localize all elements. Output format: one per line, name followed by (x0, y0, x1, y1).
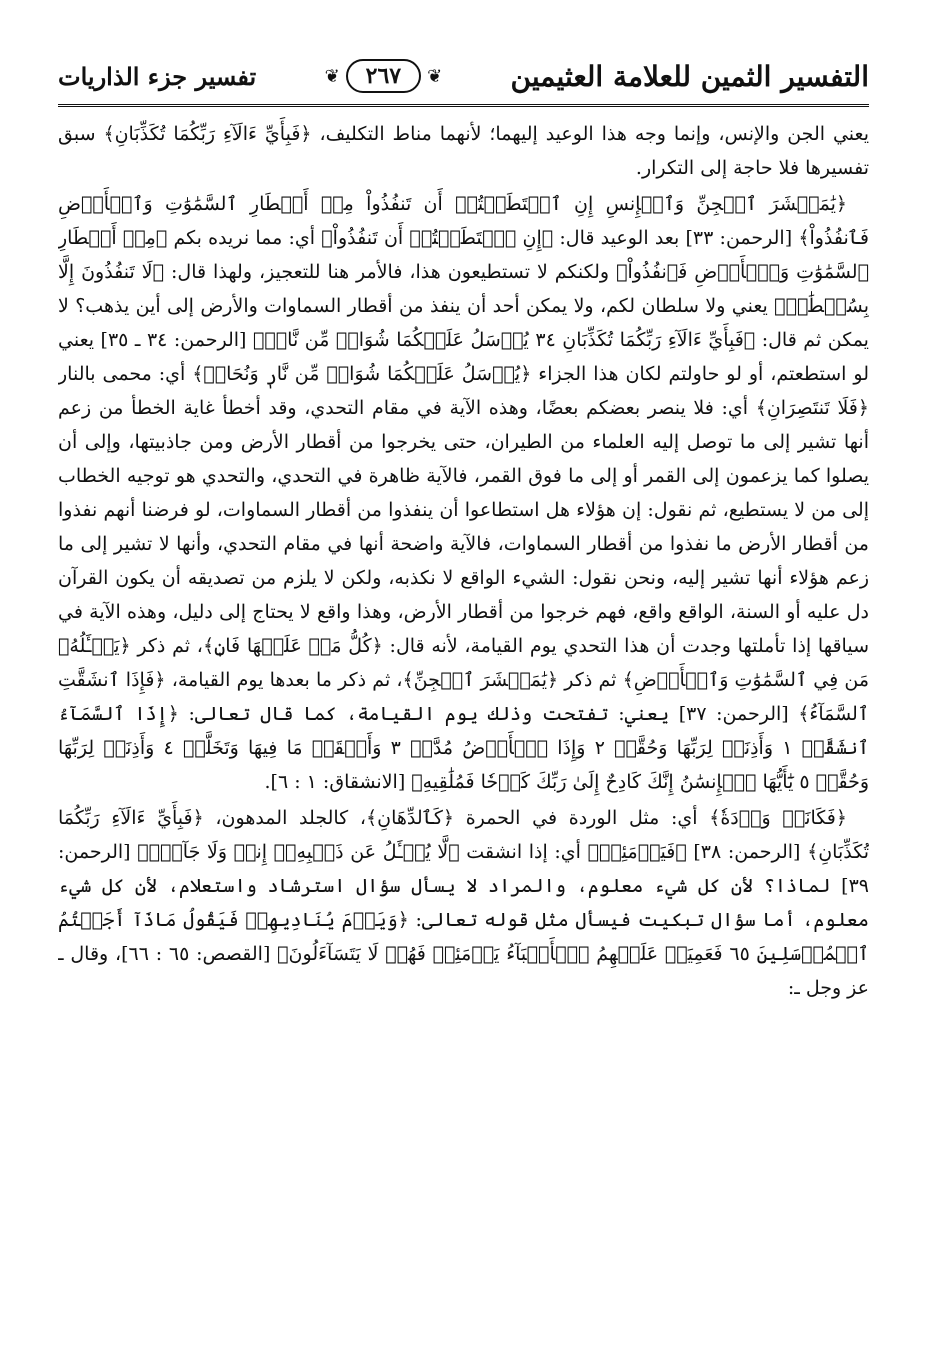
ornament-icon: ❦ (427, 65, 443, 87)
ornament-icon: ❦ (324, 65, 340, 87)
book-title: التفسير الثمين للعلامة العثيمين (510, 59, 869, 93)
page-header (58, 48, 869, 107)
paragraph: ﴿فَكَانَتۡ وَرۡدَةٗ﴾ أي: مثل الوردة في الحمرة ﴿كَٱلدِّهَانِ﴾، كالجلد المدهون، ﴿فَبِأَيِّ ءَالَآءِ رَبِّكُمَا تُكَذِّبَانِ﴾ [الرحمن: ٣٨] ﴿فَيَوۡمَئِذٖ﴾ أي: إذا انشقت ﴿لَّا يُسۡـَٔلُ عَن ذَنۢبِهِۦٓ إِنسٞ وَلَا جَآنّٞ﴾ [الرحمن: ٣٩] لماذا؟ لأن كل شيء معلوم، والمراد لا يسأل سؤال استرشاد واستعلام، لأن كل شيء معلوم، أما سؤال تبكيت فيسأل مثل قوله تعالى: ﴿وَيَوۡمَ يُنَادِيهِمۡ فَيَقُولُ مَاذَآ أَجَبۡتُمُ ٱلۡمُرۡسَلِينَ ٦٥ فَعَمِيَتۡ عَلَيۡهِمُ ٱلۡأَنۢبَآءُ يَوۡمَئِذٖ فَهُمۡ لَا يَتَسَآءَلُونَ﴾ [القصص: ٦٥ : ٦٦]، وقال ـ عز وجل ـ: (58, 807, 869, 999)
page-body (58, 117, 869, 1337)
paragraph: يعني الجن والإنس، وإنما وجه هذا الوعيد إليهما؛ لأنهما مناط التكليف، ﴿فَبِأَيِّ ءَالَآءِ رَبِّكُمَا تُكَذِّبَانِ﴾ سبق تفسيرها فلا حاجة إلى التكرار. (58, 123, 869, 179)
section-title: تفسير جزء الذاريات (58, 61, 257, 91)
page-number: ٢٦٧ (346, 59, 421, 93)
paragraph: ﴿يَٰمَعۡشَرَ ٱلۡجِنِّ وَٱلۡإِنسِ إِنِ ٱسۡتَطَعۡتُمۡ أَن تَنفُذُواْ مِنۡ أَقۡطَارِ ٱلسَّمَٰوَٰتِ وَٱلۡأَرۡضِ فَٱنفُذُواْ﴾ [الرحمن: ٣٣] بعد الوعيد قال: ﴿إِنِ ٱسۡتَطَعۡتُمۡ أَن تَنفُذُواْ﴾ أي: مما نريده بكم ﴿مِنۡ أَقۡطَارِ ٱلسَّمَٰوَٰتِ وَٱلۡأَرۡضِ فَٱنفُذُواْ﴾ ولكنكم لا تستطيعون هذا، فالأمر هنا للتعجيز، ولهذا قال: ﴿لَا تَنفُذُونَ إِلَّا بِسُلۡطَٰنٖ﴾ يعني ولا سلطان لكم، ولا يمكن أحد أن ينفذ من أقطار السماوات والأرض إلى أين يذهب؟ لا يمكن ثم قال: ﴿فَبِأَيِّ ءَالَآءِ رَبِّكُمَا تُكَذِّبَانِ ٣٤ يُرۡسَلُ عَلَيۡكُمَا شُوَاظٞ مِّن نَّارٖ﴾ [الرحمن: ٣٤ ـ ٣٥] يعني لو استطعتم، أو لو حاولتم لكان هذا الجزاء ﴿يُرۡسَلُ عَلَيۡكُمَا شُوَاظٞ مِّن نَّارٖ وَنُحَاسٞ﴾ أي: محمى بالنار ﴿فَلَا تَنتَصِرَانِ﴾ أي: فلا ينصر بعضكم بعضًا، وهذه الآية في مقام التحدي، وقد أخطأ غاية الخطأ من زعم أنها تشير إلى ما توصل إليه العلماء من الطيران، حتى يخرجوا من أقطار الأرض ومن جاذبيتها، وإلى أن يصلوا كما يزعمون إلى القمر أو إلى ما فوق القمر، فالآية ظاهرة في التحدي، والتحدي هو توجيه الخطاب إلى من لا يستطيع، ثم نقول: إن هؤلاء هل استطاعوا أن ينفذوا من أقطار السماوات، لو فرضنا أنهم نفذوا من أقطار الأرض ما نفذوا من أقطار السماوات، فالآية واضحة أنها في مقام التحدي، وأنها لا تشير إلى ما زعم هؤلاء أنها تشير إليه، ونحن نقول: الشيء الواقع لا نكذبه، ولكن لا يلزم من تصديقه أن يكون القرآن دل عليه أو السنة، الواقع واقع، فهم خرجوا من أقطار الأرض، وهذا واقع لا يحتاج إلى دليل، وهذه الآية في سياقها إذا تأملتها وجدت أن هذا التحدي يوم القيامة، لأنه قال: ﴿كُلُّ مَنۡ عَلَيۡهَا فَانٖ﴾، ثم ذكر ﴿يَسۡـَٔلُهُۥ مَن فِي ٱلسَّمَٰوَٰتِ وَٱلۡأَرۡضِ﴾ ثم ذكر ﴿يَٰمَعۡشَرَ ٱلۡجِنِّ﴾، ثم ذكر ما بعدها يوم القيامة، ﴿فَإِذَا ٱنشَقَّتِ ٱلسَّمَآءُ﴾ [الرحمن: ٣٧] يعني: تفتحت وذلك يوم القيامة، كما قال تعالى: ﴿إِذَا ٱلسَّمَآءُ ٱنشَقَّتۡ ١ وَأَذِنَتۡ لِرَبِّهَا وَحُقَّتۡ ٢ وَإِذَا ٱلۡأَرۡضُ مُدَّتۡ ٣ وَأَلۡقَتۡ مَا فِيهَا وَتَخَلَّتۡ ٤ وَأَذِنَتۡ لِرَبِّهَا وَحُقَّتۡ ٥ يَٰٓأَيُّهَا ٱلۡإِنسَٰنُ إِنَّكَ كَادِحٌ إِلَىٰ رَبِّكَ كَدۡحٗا فَمُلَٰقِيهِ﴾ [الانشقاق: ١ : ٦]. (58, 193, 869, 793)
page-number-ornament (325, 59, 443, 93)
